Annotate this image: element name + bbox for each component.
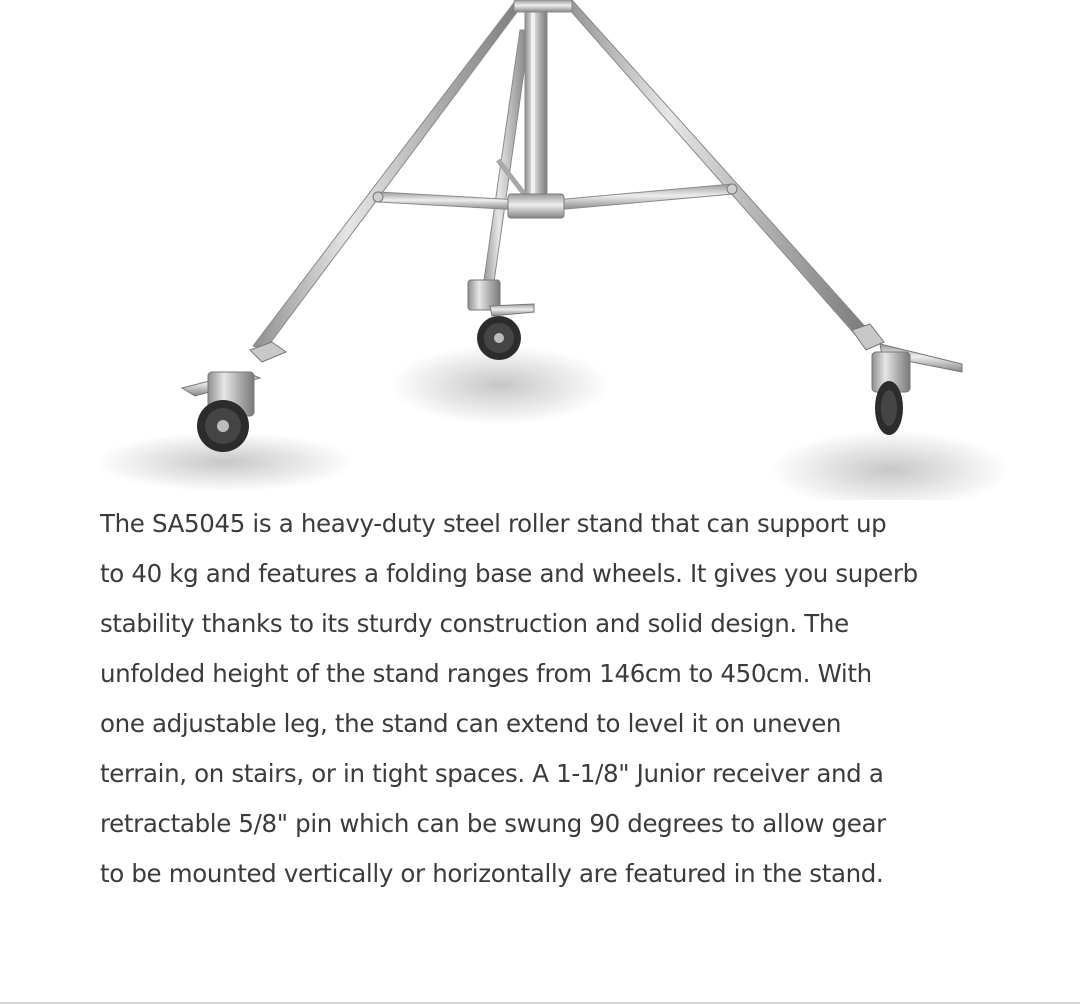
description-line: one adjustable leg, the stand can extend to level it on uneven [100,709,842,738]
leg-braces [373,184,737,218]
description-line: terrain, on stairs, or in tight spaces. A 1-1/8" Junior receiver and a [100,759,884,788]
description-line: stability thanks to its sturdy construction and solid design. The [100,609,849,638]
product-description [100,499,1030,899]
description-line: unfolded height of the stand ranges from 146cm to 450cm. With [100,659,872,688]
floor-shadow [770,430,1010,500]
description-line: The SA5045 is a heavy-duty steel roller stand that can support up [100,509,887,538]
right-caster [852,324,962,435]
description-line: to be mounted vertically or horizontally are featured in the stand. [100,859,884,888]
roller-stand-photo [0,0,1080,500]
description-line: retractable 5/8" pin which can be swung 90 degrees to allow gear [100,809,886,838]
description-line: to 40 kg and features a folding base and wheels. It gives you superb [100,559,918,588]
stand-legs [253,0,870,350]
